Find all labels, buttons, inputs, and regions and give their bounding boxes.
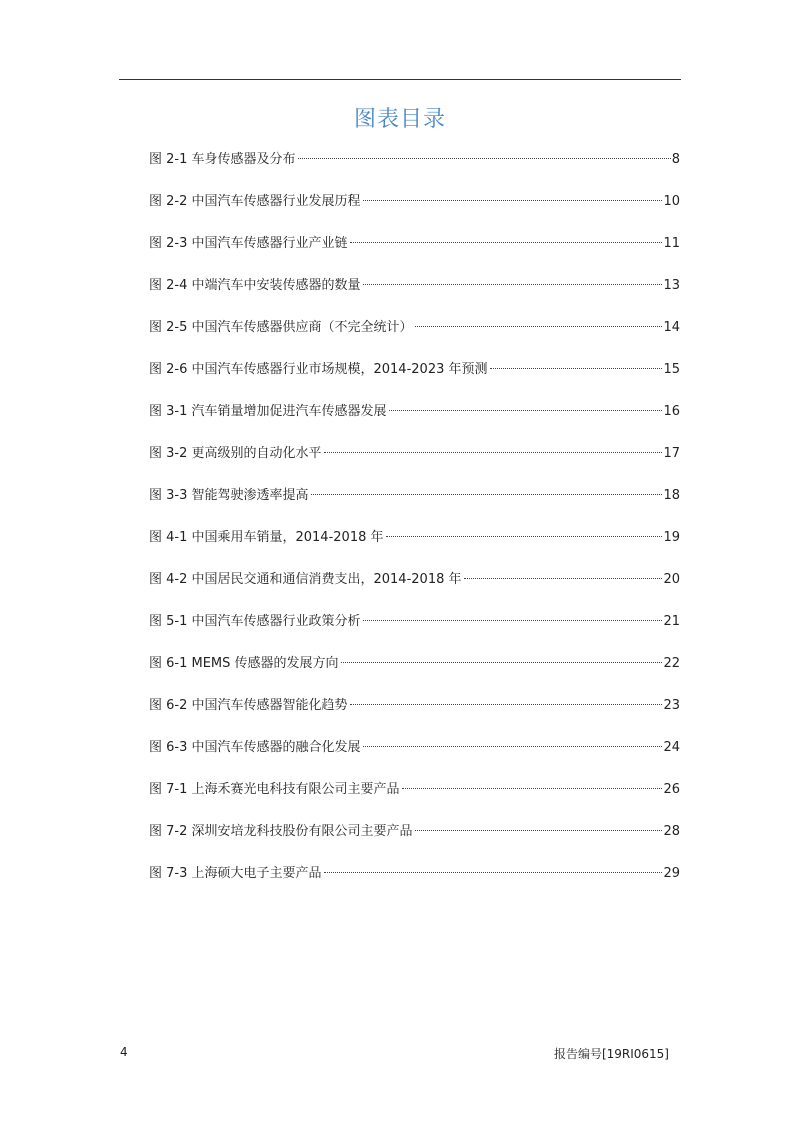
dot-leader (386, 536, 663, 537)
dot-leader (363, 746, 663, 747)
toc-entry[interactable] (149, 653, 680, 695)
toc-entry[interactable] (149, 863, 680, 905)
toc-entry-label: 图 4-2 中国居民交通和通信消费支出，2014-2018 年 (149, 572, 462, 587)
toc-entry-label: 图 3-2 更高级别的自动化水平 (149, 446, 322, 461)
toc-entry-page: 21 (663, 614, 680, 629)
toc-entry[interactable] (149, 149, 680, 191)
dot-leader (324, 872, 663, 873)
toc-entry-label: 图 6-3 中国汽车传感器的融合化发展 (149, 740, 361, 755)
dot-leader (350, 704, 663, 705)
dot-leader (363, 200, 663, 201)
toc-entry-label: 图 2-3 中国汽车传感器行业产业链 (149, 236, 348, 251)
dot-leader (389, 410, 663, 411)
footer-page-number: 4 (120, 1045, 128, 1059)
toc-entry[interactable] (149, 779, 680, 821)
toc-entry-page: 29 (663, 866, 680, 881)
dot-leader (324, 452, 663, 453)
header-rule (119, 79, 681, 80)
toc-entry-label: 图 3-1 汽车销量增加促进汽车传感器发展 (149, 404, 387, 419)
toc-entry-label: 图 2-4 中端汽车中安装传感器的数量 (149, 278, 361, 293)
toc-entry-page: 23 (663, 698, 680, 713)
toc-entry[interactable] (149, 611, 680, 653)
toc-entry-label: 图 7-2 深圳安培龙科技股份有限公司主要产品 (149, 824, 413, 839)
toc-entry[interactable] (149, 527, 680, 569)
toc-entry-label: 图 6-1 MEMS 传感器的发展方向 (149, 656, 339, 671)
toc-entry-page: 22 (663, 656, 680, 671)
toc-entry-label: 图 2-1 车身传感器及分布 (149, 152, 296, 167)
page-title: 图表目录 (353, 107, 446, 132)
toc-entry-page: 15 (663, 362, 680, 377)
toc-entry-label: 图 2-2 中国汽车传感器行业发展历程 (149, 194, 361, 209)
toc-entry-page: 13 (663, 278, 680, 293)
toc-entry-page: 14 (663, 320, 680, 335)
dot-leader (415, 326, 663, 327)
toc-entry[interactable] (149, 275, 680, 317)
toc-entry[interactable] (149, 443, 680, 485)
toc-entry-label: 图 6-2 中国汽车传感器智能化趋势 (149, 698, 348, 713)
toc-entry-label: 图 2-6 中国汽车传感器行业市场规模，2014-2023 年预测 (149, 362, 488, 377)
toc-entry-page: 24 (663, 740, 680, 755)
dot-leader (415, 830, 663, 831)
toc-entry[interactable] (149, 191, 680, 233)
toc-entry-page: 17 (663, 446, 680, 461)
dot-leader (490, 368, 663, 369)
dot-leader (350, 242, 663, 243)
dot-leader (363, 620, 663, 621)
dot-leader (464, 578, 663, 579)
toc-entry-label: 图 7-1 上海禾赛光电科技有限公司主要产品 (149, 782, 400, 797)
toc-entry[interactable] (149, 569, 680, 611)
dot-leader (341, 662, 663, 663)
toc-entry-page: 26 (663, 782, 680, 797)
toc-entry-page: 20 (663, 572, 680, 587)
toc-entry-label: 图 7-3 上海硕大电子主要产品 (149, 866, 322, 881)
toc-entry-page: 11 (663, 236, 680, 251)
dot-leader (402, 788, 663, 789)
toc-entry-page: 28 (663, 824, 680, 839)
toc-entry[interactable] (149, 821, 680, 863)
toc-entry[interactable] (149, 401, 680, 443)
toc-entry-label: 图 2-5 中国汽车传感器供应商（不完全统计） (149, 320, 413, 335)
toc-entry-page: 10 (663, 194, 680, 209)
toc-entry[interactable] (149, 695, 680, 737)
dot-leader (311, 494, 663, 495)
table-of-figures (149, 149, 680, 905)
dot-leader (363, 284, 663, 285)
toc-entry-label: 图 3-3 智能驾驶渗透率提高 (149, 488, 309, 503)
dot-leader (298, 158, 671, 159)
toc-entry[interactable] (149, 737, 680, 779)
toc-entry-label: 图 5-1 中国汽车传感器行业政策分析 (149, 614, 361, 629)
footer-report-code: 报告编号[19RI0615] (553, 1047, 669, 1061)
toc-entry-page: 8 (671, 152, 680, 167)
toc-entry[interactable] (149, 485, 680, 527)
toc-entry[interactable] (149, 317, 680, 359)
toc-entry-page: 19 (663, 530, 680, 545)
toc-entry[interactable] (149, 233, 680, 275)
toc-entry[interactable] (149, 359, 680, 401)
toc-entry-page: 18 (663, 488, 680, 503)
toc-entry-label: 图 4-1 中国乘用车销量，2014-2018 年 (149, 530, 384, 545)
toc-entry-page: 16 (663, 404, 680, 419)
